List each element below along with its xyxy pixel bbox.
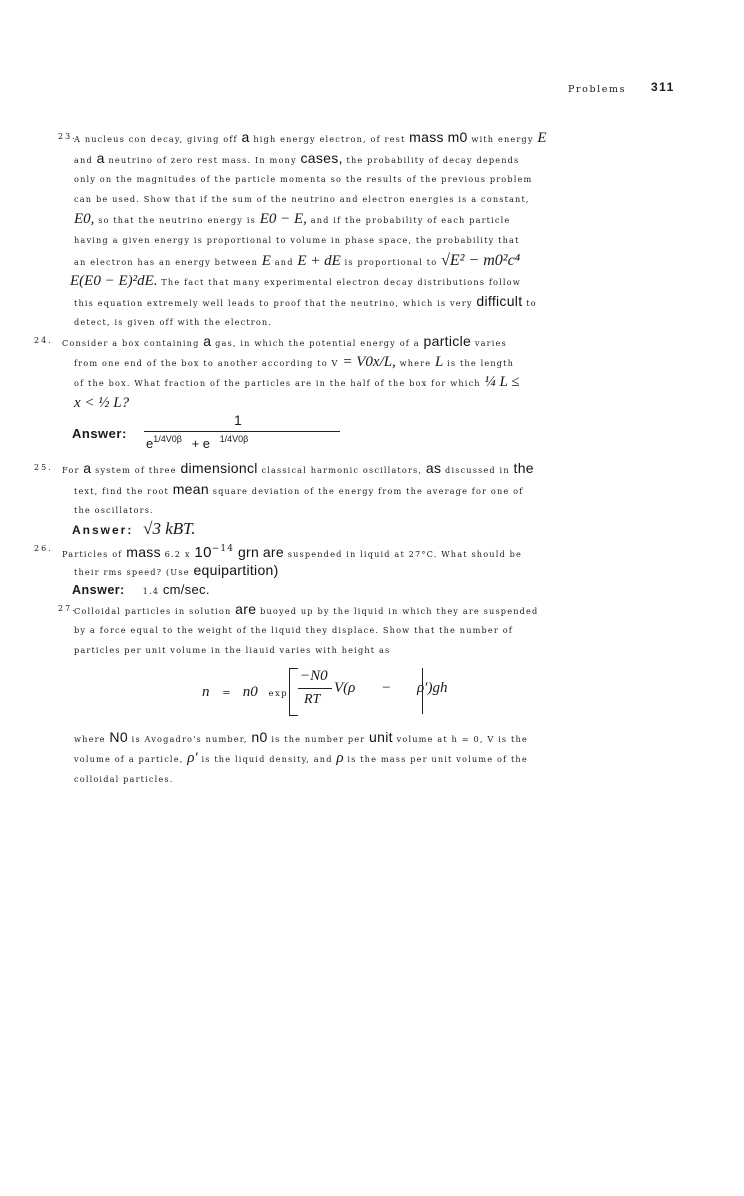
problem-23-line-9: this equation extremely well leads to proof that the neutrino, which is very difficult to: [74, 293, 537, 309]
page-number: 311: [651, 80, 675, 94]
right-bracket: [420, 668, 423, 714]
problem-number: 25.: [34, 463, 53, 472]
problem-24-line-1: Consider a box containing a gas, in which the potential energy of a particle varies: [62, 333, 507, 349]
problem-24-line-3: of the box. What fraction of the particles are in the half of the box for which ¼ L ≤: [74, 374, 520, 390]
problem-23-line-10: detect, is given off with the electron.: [74, 317, 273, 327]
answer-label: Answer:: [72, 426, 127, 441]
equation-denominator: RT: [304, 692, 321, 707]
problem-24-line-4: x < ½ L?: [74, 395, 130, 411]
equation-numerator: −N0: [300, 668, 328, 684]
problem-25-line-2: text, find the root mean square deviation of the energy from the average for one of: [74, 481, 524, 497]
problem-25-line-3: the oscillators.: [74, 505, 154, 515]
problem-26-line-2: their rms speed? (Use equipartition): [74, 562, 279, 578]
problem-number: 24.: [34, 336, 53, 345]
left-bracket: [289, 668, 298, 716]
problem-27-line-3: particles per unit volume in the liauid varies with height as: [74, 645, 391, 655]
problem-23-line-6: having a given energy is proportional to volume in phase space, the probability that: [74, 235, 520, 245]
problem-23-line-7: an electron has an energy between E and E + dE is proportional to √E² − m0²c⁴: [74, 252, 521, 269]
problem-23-line-5: E0, so that the neutrino energy is E0 − E, and if the probability of each particle: [74, 211, 511, 227]
problem-23-line-2: and a neutrino of zero rest mass. In mony cases, the probability of decay depends: [74, 150, 520, 166]
equation-fraction-bar: [298, 688, 332, 689]
problem-27-line-1: Colloidal particles in solution are buoyed up by the liquid in which they are suspended: [74, 601, 539, 617]
fraction-numerator: 1: [234, 412, 242, 428]
problem-25-line-1: For a system of three dimensioncl classical harmonic oscillators, as discussed in the: [62, 460, 534, 476]
problem-27-line-5: volume of a particle, ρ′ is the liquid density, and ρ is the mass per unit volume of the: [74, 750, 528, 766]
fraction-denominator: $e^{1/4V0\beta} + e$ $^{1/4V0\beta}$: [146, 434, 249, 451]
problem-23-line-1: A nucleus con decay, giving off a high energy electron, of rest mass m0 with energy E: [74, 129, 547, 146]
problem-27-line-4: where N0 is Avogadro's number, n0 is the number per unit volume at h = 0, V is the: [74, 729, 528, 745]
problem-27-line-2: by a force equal to the weight of the liquid they displace. Show that the number of: [74, 625, 513, 635]
equation-body: V(ρ − ρ′)gh: [334, 680, 448, 696]
fraction-bar: [144, 431, 340, 432]
problem-27-line-6: colloidal particles.: [74, 774, 174, 784]
problem-23-line-8: E(E0 − E)²dE. The fact that many experimental electron decay distributions follow: [70, 273, 521, 289]
problem-number: 27.: [58, 604, 77, 613]
problem-number: 26.: [34, 544, 53, 553]
problem-25-answer: Answer: √3 kBT.: [72, 519, 196, 538]
problem-26-answer: Answer: 1.4 cm/sec.: [72, 582, 210, 597]
running-header-title: Problems: [568, 84, 627, 95]
problem-26-line-1: Particles of mass 6.2 x $10^{-14}$ grn are suspended in liquid at 27°C. What should be: [62, 544, 523, 561]
problem-23-line-3: only on the magnitudes of the particle momenta so the results of the previous problem: [74, 174, 533, 184]
problem-24-line-2: from one end of the box to another according to V = V0x/L, where L is the length: [74, 354, 515, 370]
problem-number: 23.: [58, 132, 77, 141]
problem-23-line-4: can be used. Show that if the sum of the neutrino and electron energies is a constant,: [74, 194, 530, 204]
